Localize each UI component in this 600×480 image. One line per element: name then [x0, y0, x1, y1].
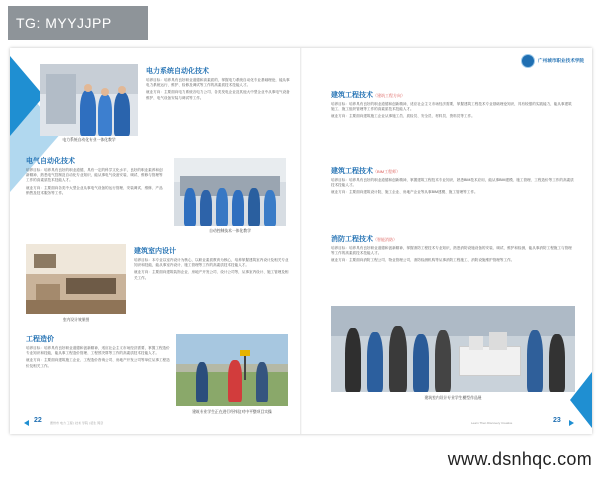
section-title-text: 建筑工程技术: [331, 168, 373, 175]
section-tag: （建筑工程方向）: [373, 93, 405, 98]
photo-surveying: [176, 334, 288, 406]
decorative-wedge: [10, 56, 44, 136]
prev-arrow-icon: [24, 420, 29, 426]
school-emblem-icon: [521, 54, 535, 68]
objective-text: 培养目标：本专业以室内设计为核心，以职业素质教育为核心，培养掌握建筑室内设计及相关专业知识和技能，能从事室内设计、施工管理等工作的高素质技术技能人才。: [134, 258, 289, 268]
photo-power-lab: [40, 64, 138, 136]
photo-caption: 室内设计效果图: [62, 318, 90, 322]
school-name: 广州城市职业技术学院: [538, 58, 584, 63]
photo-caption: 电力系统自动化专业一体化教学: [62, 138, 116, 142]
page-number: 23: [553, 417, 561, 424]
photo-caption: 自动控制技术一体化教学: [209, 229, 251, 233]
section-title: [331, 90, 405, 100]
right-page: [301, 48, 592, 434]
employment-text: 就业方向：主要面向消防工程公司、物业管理公司、消防检测机构等从事消防工程施工、消防设施维护管理等工作。: [331, 258, 515, 263]
school-logo: [521, 54, 584, 68]
photo-interior-render: [26, 244, 126, 314]
employment-text: 就业方向：主要面向各类中大型企业从事电气设备的运行管理、安装调试、维修、产品销售及技术服务等工作。: [26, 185, 163, 195]
section-title: 电气自动化技术: [26, 158, 75, 165]
employment-text: 就业方向：主要面向建筑设计院、施工企业、房地产企业等从事BIM建模、施工管理等工作。: [331, 190, 478, 195]
objective-text: 培养目标：培养具有良好的职业道德和创新精神，适应社会主义市场经济需要，掌握建筑工程技术专业基础理论知识，具有较强的实践能力，能从事建筑施工、施工组织管理等工作的高素质技术技能人才。: [331, 102, 572, 112]
employment-text: 就业方向：主要面向建筑施工企业、工程造价咨询公司、房地产开发公司等单位从事工程造价及相关工作。: [26, 358, 170, 368]
watermark-label: TG: MYYJJPP: [8, 6, 148, 40]
photo-caption: 建筑室内设计专业学生模型作品展: [424, 396, 482, 400]
objective-text: 培养目标：培养具有良好职业道德和创新精神，适应社会主义市场经济需要，掌握工程造价专业知识和技能，能从事工程造价管理、工程预决算等工作的高素质技术技能人才。: [26, 346, 170, 356]
objective-text: 培养目标：培养具有良好职业道德和创新精神，掌握消防工程技术专业知识，熟悉消防设施设备的安装、调试、维护和检测，能从事消防工程施工与管理等工作的高素质技术技能人才。: [331, 246, 572, 256]
objective-text: 培养目标：培养具有良好职业道德和高素质的，掌握电力系统自动化专业基础理论，能从事电力系统运行、维护、检修及调试等工作的高素质技术技能人才。: [146, 78, 290, 88]
section-body: [331, 178, 575, 196]
section-body: [26, 346, 170, 369]
section-title-text: 建筑工程技术: [331, 92, 373, 99]
photo-automation-lab: [174, 158, 286, 226]
site-url-watermark: www.dsnhqc.com: [447, 449, 592, 469]
objective-text: 培养目标：培养具有良好的职业道德和创新精神，掌握建筑工程技术专业知识，熟悉BIM技术应用，能从事BIM建模、施工管理、工程造价等工作的高素质技术技能人才。: [331, 178, 574, 188]
page-footer: 惠州市 电力 工程 | 技术 学院 | 招生 简章: [50, 421, 104, 425]
page-footer: Learn Then Discovery Creative: [471, 421, 513, 425]
section-title: 工程造价: [26, 336, 54, 343]
employment-text: 就业方向：主要面向建筑施工企业从事施工员、质检员、安全员、材料员、资料员等工作。: [331, 114, 475, 119]
page-number: 22: [34, 417, 42, 424]
section-body: [26, 168, 166, 196]
brochure-spread: [10, 48, 592, 434]
objective-text: 培养目标：培养具有良好的职业道德，具有一定的科学文化水平，良好的职业素养和创新精神，熟悉电气控制及自动化专业知识，能从事电气设备安装、调试、维修与管理等工作的高素质技术技能人才。: [26, 168, 163, 183]
section-body: [331, 102, 575, 120]
section-tag: （BIM工程师）: [373, 169, 401, 174]
section-title-text: 消防工程技术: [331, 236, 373, 243]
left-page: [10, 48, 301, 434]
photo-caption: 建筑专业学生正在进行经纬仪对中平整项目实操: [192, 410, 272, 414]
photo-model-exhibition: [331, 306, 575, 392]
section-body: [134, 258, 290, 281]
section-title: [331, 234, 397, 244]
employment-text: 就业方向：主要面向建筑装饰企业、房地产开发公司、设计公司等，从事室内设计、施工管理及相关工作。: [134, 270, 289, 280]
decorative-corner: [570, 372, 592, 428]
section-tag: （智能消防）: [373, 237, 397, 242]
section-title: 建筑室内设计: [134, 248, 176, 255]
section-body: [331, 246, 575, 264]
section-body: [146, 78, 290, 101]
employment-text: 就业方向：主要面向电力系统各电力公司、各类发电企业及其他大中型企业中从事电气设备维护、电气设备安装与调试等工作。: [146, 90, 290, 100]
section-title: 电力系统自动化技术: [146, 68, 209, 75]
section-title: [331, 166, 400, 176]
